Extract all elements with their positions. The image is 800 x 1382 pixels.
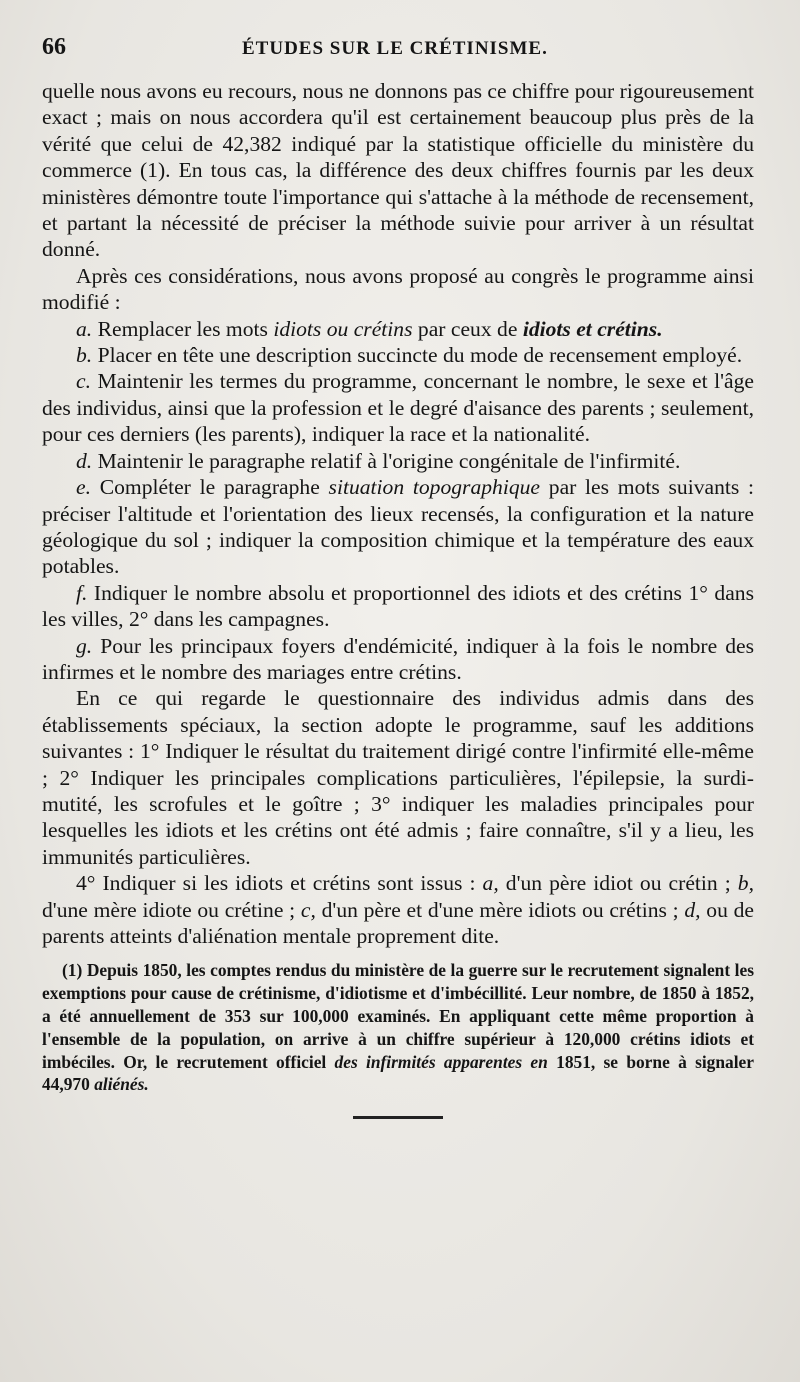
text-run: d'un père et d'une mère idiots ou crétins ; xyxy=(321,897,679,922)
item-letter: e. xyxy=(76,475,91,500)
item-letter: d. xyxy=(76,448,93,473)
paragraph-1: quelle nous avons eu recours, nous ne donnons pas ce chiffre pour rigoureusement exact ; mais on nous accordera qu'il est certainement beaucoup plus près de la vérité que celui de 42,382 indiqué par la statistique officielle du ministère du commerce (1). En tous cas, la différence des deux chiffres fournis par les deux ministères démontre toute l'importance qui s'attache à la méthode de recensement, et partant la nécessité de préciser la méthode suivie pour arriver à un résultat donné. xyxy=(42,79,754,262)
paragraph-3: En ce qui regarde le questionnaire des individus admis dans des établissements spéciaux, la section adopte le programme, sauf les additions suivantes : 1° Indiquer le résultat du traitement dirigé contre l'infirmité elle-même ; 2° Indiquer les principales complications particulières, l'épilepsie, la surdi-mutité, les scrofules et le goître ; 3° indiquer les maladies principales pour lesquelles les idiots et les crétins ont été admis ; faire connaître, s'il y a lieu, les immunités particulières. xyxy=(42,686,754,869)
item-text: Maintenir les termes du programme, concernant le nombre, le sexe et l'âge des individus, ainsi que la profession et le degré d'aisance des parents ; seulement, pour ces derniers (les parents), indiquer la race et la nationalité. xyxy=(42,369,754,447)
item-text: Compléter le paragraphe xyxy=(99,475,320,500)
paragraph-2: Après ces considérations, nous avons proposé au congrès le programme ainsi modifié : xyxy=(42,263,754,315)
footnote xyxy=(42,959,754,1096)
footnote-rule xyxy=(353,1116,443,1119)
italic-text: idiots ou crétins xyxy=(273,316,413,341)
list-item-a xyxy=(42,316,754,342)
item-letter: g. xyxy=(76,633,93,658)
text-run: d'une mère idiote ou crétine ; xyxy=(42,897,296,922)
item-letter: c. xyxy=(76,369,91,394)
item-text: par ceux de xyxy=(417,316,518,341)
list-item-f xyxy=(42,580,754,633)
italic-text: d, xyxy=(684,897,701,922)
paragraph-4 xyxy=(42,870,754,949)
item-text: Placer en tête une description succincte du mode de recensement employé. xyxy=(97,343,743,368)
italic-text: des infirmités apparentes en xyxy=(334,1051,548,1072)
list-item-c xyxy=(42,368,754,447)
list-item-g xyxy=(42,633,754,686)
italic-text: aliénés. xyxy=(94,1074,149,1095)
item-text: Pour les principaux foyers d'endémicité, indiquer à la fois le nombre des infirmes et le nombre des mariages entre crétins. xyxy=(42,633,754,684)
italic-text: a, xyxy=(482,871,499,896)
text-run: (1) Depuis 1850, les comptes rendus du ministère de la guerre sur le recrutement signalent les exemptions pour cause de crétinisme, d'idiotisme et d'imbécillité. Leur nombre, de 1850 à 1852, a été annuellement de 353 sur 100,000 examinés. En appliquant cette même proportion à l'ensemble de la population, on arrive à un chiffre supérieur à 120,000 crétins idiots et imbéciles. Or, le recrutement officiel xyxy=(42,960,754,1072)
italic-text: situation topographique xyxy=(328,475,541,500)
list-item-d xyxy=(42,448,754,474)
italic-text: b, xyxy=(737,871,754,896)
page-header xyxy=(42,34,754,70)
footnote-text xyxy=(42,959,754,1096)
text-run: d'un père idiot ou crétin ; xyxy=(505,871,731,896)
italic-text: c, xyxy=(300,897,316,922)
item-letter: a. xyxy=(76,316,93,341)
text-run: 1851, se borne à signaler 44,970 xyxy=(42,1051,754,1095)
italic-text: idiots et crétins. xyxy=(522,316,663,341)
item-text: par les mots suivants : préciser l'altitude et l'orientation des lieux recensés, la configuration et la nature géologique du sol ; indiquer la composition chimique et la température des eaux potables. xyxy=(42,475,754,579)
item-text: Remplacer les mots xyxy=(97,316,268,341)
text-run: ou de parents atteints d'aliénation mentale proprement dite. xyxy=(42,897,754,948)
list-item-b xyxy=(42,342,754,368)
item-text: Indiquer le nombre absolu et proportionnel des idiots et des crétins 1° dans les villes, 2° dans les campagnes. xyxy=(42,580,754,632)
main-text xyxy=(42,78,754,949)
item-text: Maintenir le paragraphe relatif à l'origine congénitale de l'infirmité. xyxy=(97,448,681,473)
running-title: ÉTUDES SUR LE CRÉTINISME. xyxy=(242,38,548,59)
page-number: 66 xyxy=(42,34,66,60)
item-letter: f. xyxy=(76,580,88,605)
text-run: 4° Indiquer si les idiots et crétins sont issus : xyxy=(76,871,476,896)
item-letter: b. xyxy=(76,343,93,368)
list-item-e xyxy=(42,474,754,580)
